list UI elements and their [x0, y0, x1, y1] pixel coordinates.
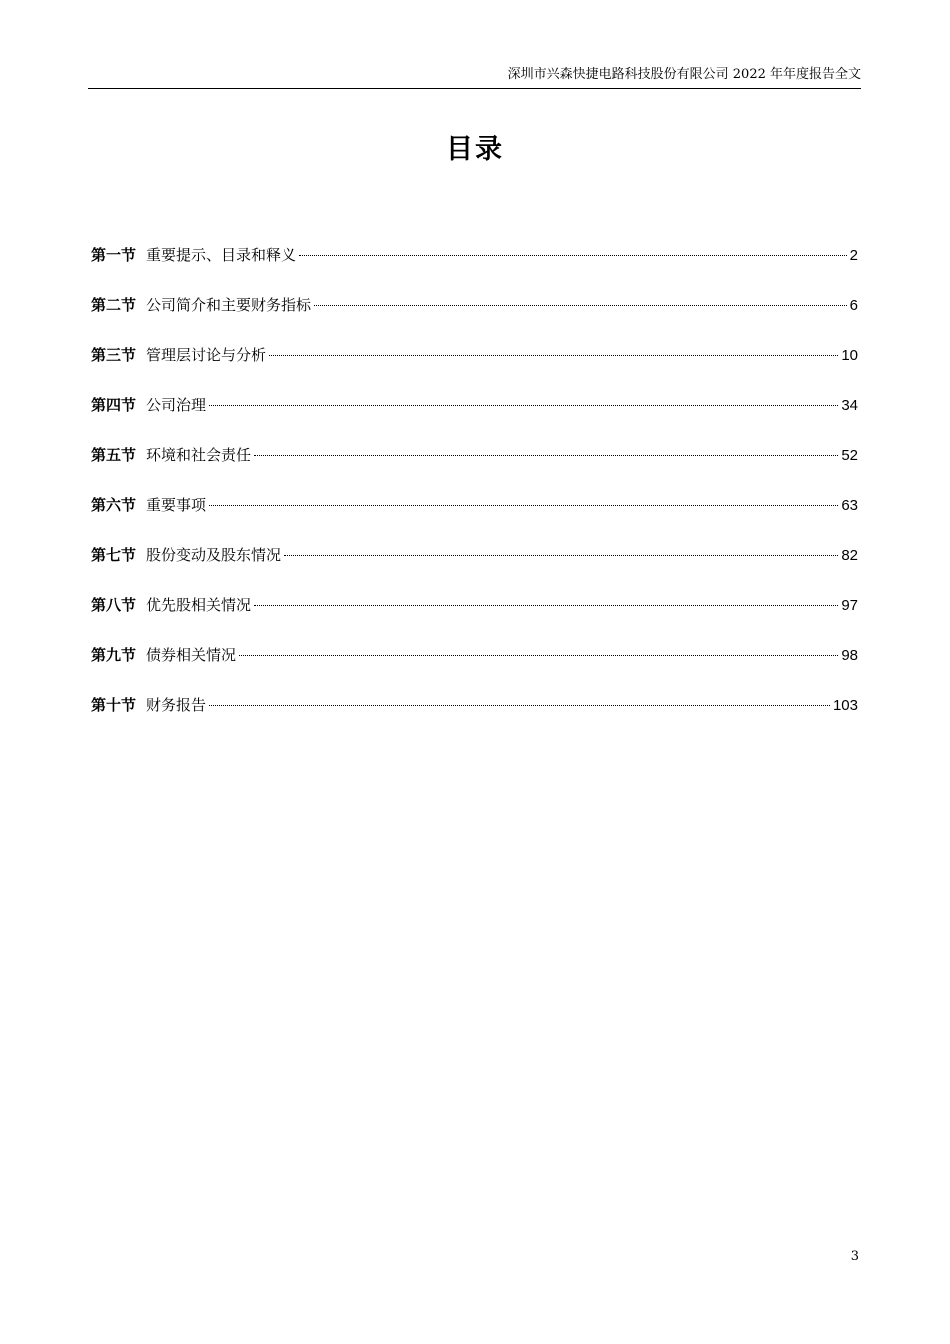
toc-section-title: 公司治理 [146, 396, 207, 414]
toc-section-title: 重要事项 [146, 496, 207, 514]
toc-page-number: 10 [841, 347, 858, 364]
toc-page-number: 34 [841, 397, 858, 414]
toc-page-number: 63 [841, 497, 858, 514]
toc-dot-leader [209, 705, 830, 706]
toc-entry[interactable] [91, 543, 858, 593]
toc-page-number: 103 [832, 697, 858, 714]
toc-section-label: 第四节 [91, 396, 137, 414]
toc-section-title: 环境和社会责任 [146, 446, 252, 464]
toc-entry[interactable] [91, 393, 858, 443]
toc-section-label: 第七节 [91, 546, 137, 564]
toc-section-title: 重要提示、目录和释义 [146, 246, 297, 264]
header-company-report-title: 深圳市兴森快捷电路科技股份有限公司 2022 年年度报告全文 [507, 67, 861, 82]
toc-page-number: 82 [841, 547, 858, 564]
toc-dot-leader [284, 555, 838, 556]
toc-section-label: 第五节 [91, 446, 137, 464]
page-title: 目录 [446, 134, 504, 165]
toc-page-number: 97 [841, 597, 858, 614]
toc-entry[interactable] [91, 493, 858, 543]
toc-page-number: 6 [849, 297, 858, 314]
toc-dot-leader [239, 655, 838, 656]
table-of-contents [91, 243, 858, 743]
toc-section-label: 第六节 [91, 496, 137, 514]
toc-section-label: 第八节 [91, 596, 137, 614]
toc-section-title: 债券相关情况 [146, 646, 237, 664]
toc-section-title: 财务报告 [146, 696, 207, 714]
toc-entry[interactable] [91, 693, 858, 743]
toc-page-number: 52 [841, 447, 858, 464]
toc-dot-leader [254, 605, 838, 606]
toc-dot-leader [314, 305, 847, 306]
toc-section-label: 第十节 [91, 696, 137, 714]
toc-dot-leader [269, 355, 838, 356]
toc-dot-leader [209, 505, 838, 506]
toc-section-title: 优先股相关情况 [146, 596, 252, 614]
toc-section-label: 第一节 [91, 246, 137, 264]
page-number: 3 [850, 1249, 859, 1264]
page-header [88, 66, 861, 89]
toc-entry[interactable] [91, 593, 858, 643]
toc-entry[interactable] [91, 293, 858, 343]
toc-section-title: 股份变动及股东情况 [146, 546, 282, 564]
toc-page-number: 2 [849, 247, 858, 264]
toc-entry[interactable] [91, 243, 858, 293]
toc-dot-leader [254, 455, 838, 456]
toc-section-label: 第三节 [91, 346, 137, 364]
toc-section-title: 公司简介和主要财务指标 [146, 296, 312, 314]
toc-entry[interactable] [91, 643, 858, 693]
toc-dot-leader [209, 405, 838, 406]
toc-section-label: 第九节 [91, 646, 137, 664]
toc-dot-leader [299, 255, 847, 256]
toc-entry[interactable] [91, 343, 858, 393]
toc-entry[interactable] [91, 443, 858, 493]
toc-section-title: 管理层讨论与分析 [146, 346, 267, 364]
toc-section-label: 第二节 [91, 296, 137, 314]
toc-page-number: 98 [841, 647, 858, 664]
